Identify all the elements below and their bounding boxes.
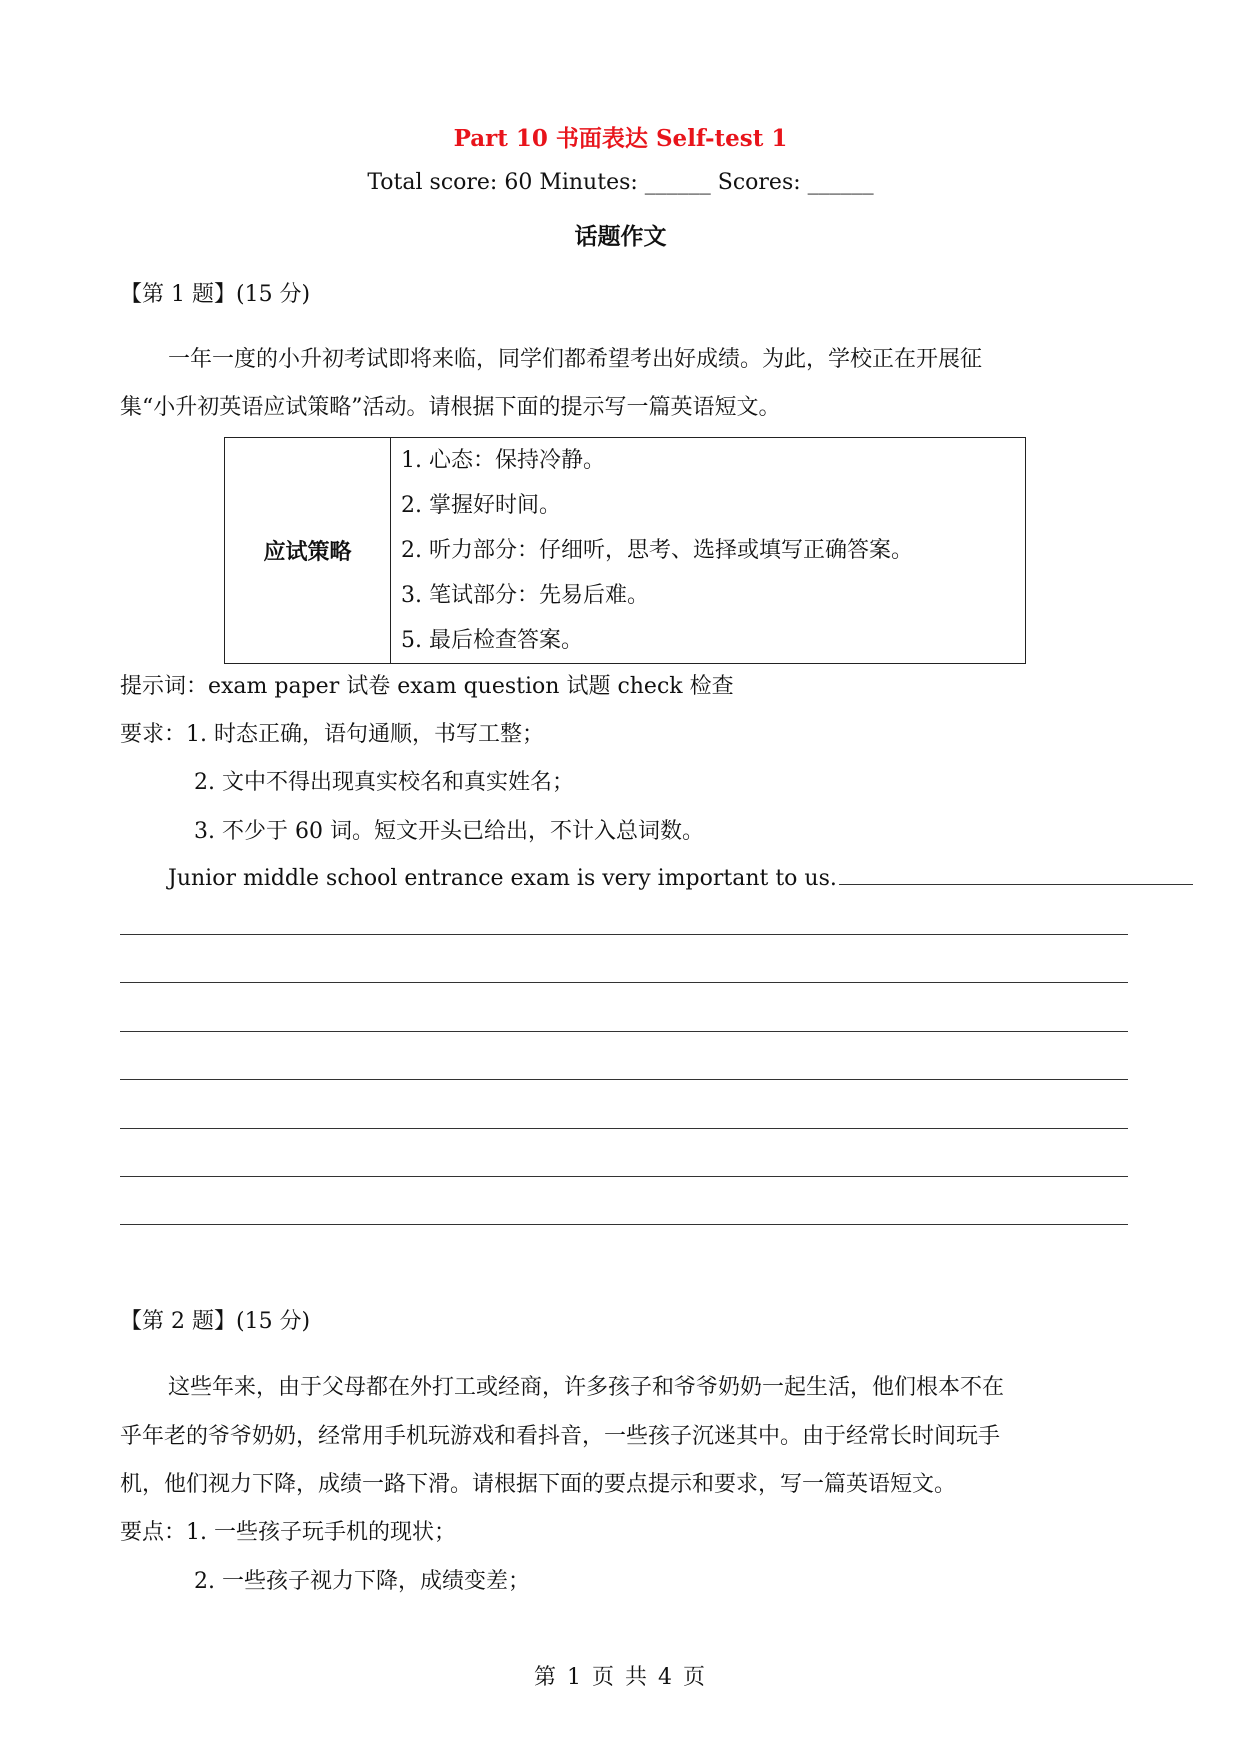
q2-point-1: 要点：1. 一些孩子玩手机的现状； — [120, 1520, 456, 1545]
q2-paragraph-line-1: 这些年来，由于父母都在外打工或经商，许多孩子和爷爷奶奶一起生活，他们根本不在 — [168, 1375, 1005, 1400]
page-title: Part 10 书面表达 Self-test 1 — [453, 125, 788, 152]
strategy-table-items — [391, 438, 1026, 664]
strategy-item: 3. 笔试部分：先易后难。 — [401, 583, 649, 608]
answer-line[interactable] — [120, 1079, 1128, 1080]
strategy-item: 2. 掌握好时间。 — [401, 493, 561, 518]
answer-line[interactable] — [120, 1176, 1128, 1177]
q1-opening-sentence — [168, 864, 1193, 894]
q2-paragraph-line-2: 乎年老的爷爷奶奶，经常用手机玩游戏和看抖音，一些孩子沉迷其中。由于经常长时间玩手 — [120, 1424, 1001, 1449]
strategy-item: 2. 听力部分：仔细听，思考、选择或填写正确答案。 — [401, 538, 913, 563]
q2-paragraph-line-3: 机，他们视力下降，成绩一路下滑。请根据下面的要点提示和要求，写一篇英语短文。 — [120, 1472, 957, 1497]
q2-point-2: 2. 一些孩子视力下降，成绩变差； — [194, 1569, 530, 1594]
q1-paragraph-line-2: 集“小升初英语应试策略”活动。请根据下面的提示写一篇英语短文。 — [120, 395, 781, 420]
q1-requirement-1: 要求：1. 时态正确，语句通顺，书写工整； — [120, 722, 544, 747]
answer-blank[interactable] — [839, 864, 1193, 885]
answer-line[interactable] — [120, 1224, 1128, 1225]
q2-heading: 【第 2 题】(15 分) — [120, 1309, 311, 1334]
answer-line[interactable] — [120, 1031, 1128, 1032]
answer-line[interactable] — [120, 1128, 1128, 1129]
q1-paragraph-line-1: 一年一度的小升初考试即将来临，同学们都希望考出好成绩。为此，学校正在开展征 — [168, 347, 983, 372]
strategy-item: 1. 心态：保持冷静。 — [401, 448, 605, 473]
score-line: Total score: 60 Minutes: ______ Scores: ______ — [367, 170, 874, 195]
strategy-item: 5. 最后检查答案。 — [401, 628, 583, 653]
page-footer: 第 1 页 共 4 页 — [534, 1665, 707, 1690]
strategy-table — [224, 437, 1026, 664]
q1-requirement-2: 2. 文中不得出现真实校名和真实姓名； — [194, 770, 574, 795]
strategy-table-label: 应试策略 — [225, 438, 391, 664]
q1-requirement-3: 3. 不少于 60 词。短文开头已给出，不计入总词数。 — [194, 819, 704, 844]
q1-heading: 【第 1 题】(15 分) — [120, 282, 311, 307]
opening-text: Junior middle school entrance exam is very important to us. — [168, 866, 837, 891]
answer-line[interactable] — [120, 934, 1128, 935]
q1-hints: 提示词：exam paper 试卷 exam question 试题 check 检查 — [120, 674, 734, 699]
answer-line[interactable] — [120, 982, 1128, 983]
section-heading: 话题作文 — [574, 223, 667, 250]
